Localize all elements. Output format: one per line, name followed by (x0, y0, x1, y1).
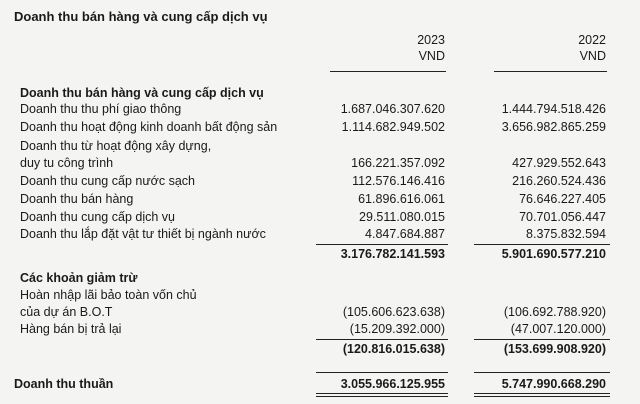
row-label-services: Doanh thu cung cấp dịch vụ (20, 210, 175, 224)
row-value-2022-real-estate: 3.656.982.865.259 (501, 120, 606, 134)
row-value-2023-bot: (105.606.623.638) (342, 305, 445, 319)
row-value-2022-construction: 427.929.552.643 (512, 156, 606, 170)
row-value-2022-services: 70.701.056.447 (519, 210, 606, 224)
row-value-2022-toll: 1.444.794.518.426 (501, 102, 606, 116)
row-value-2023-water-equipment: 4.847.684.887 (365, 227, 445, 241)
row-value-2023-real-estate: 1.114.682.949.502 (341, 120, 445, 134)
row-label-bot-line1: Hoàn nhập lãi bảo toàn vốn chủ (20, 288, 197, 302)
row-label-construction-line2: duy tu công trình (20, 156, 114, 170)
subtotal-2023-revenue: 3.176.782.141.593 (340, 247, 445, 261)
column-header-2022-year: 2022 (578, 33, 606, 47)
subtotal-rule-2022 (474, 244, 610, 245)
net-revenue-2023: 3.055.966.125.955 (340, 377, 445, 391)
column-header-2023-year: 2023 (417, 33, 445, 47)
header-rule-2023 (330, 71, 446, 72)
net-rule-bottom1-2023 (316, 393, 448, 394)
row-value-2022-water-equipment: 8.375.832.594 (526, 227, 606, 241)
subtotal-rule-2023 (316, 244, 448, 245)
row-value-2023-toll: 1.687.046.307.620 (340, 102, 445, 116)
net-rule-bottom1-2022 (474, 393, 610, 394)
subtotal-2022-deductions: (153.699.908.920) (503, 342, 606, 356)
row-label-water-equipment: Doanh thu lắp đặt vật tư thiết bị ngành nước (20, 227, 266, 241)
header-rule-2022 (494, 71, 607, 72)
page-title: Doanh thu bán hàng và cung cấp dịch vụ (14, 9, 268, 24)
column-header-2022-unit: VND (579, 49, 606, 63)
row-value-2022-bot: (106.692.788.920) (503, 305, 606, 319)
row-label-toll: Doanh thu thu phí giao thông (20, 102, 182, 116)
row-label-clean-water: Doanh thu cung cấp nước sạch (20, 174, 196, 188)
row-value-2023-returns: (15.209.392.000) (349, 322, 445, 336)
row-value-2023-services: 29.511.080.015 (359, 210, 445, 224)
row-label-construction-line1: Doanh thu từ hoạt động xây dựng, (20, 139, 212, 153)
row-label-returns: Hàng bán bị trả lại (20, 322, 122, 336)
net-revenue-label: Doanh thu thuần (14, 377, 114, 391)
row-value-2023-clean-water: 112.576.146.416 (352, 174, 445, 188)
deductions-rule-2023 (316, 339, 448, 340)
row-value-2022-clean-water: 216.260.524.436 (512, 174, 606, 188)
deductions-rule-2022 (474, 339, 610, 340)
net-rule-top-2023 (316, 372, 448, 373)
subtotal-2022-revenue: 5.901.690.577.210 (501, 247, 606, 261)
row-value-2022-sales: 76.646.227.405 (519, 192, 606, 206)
net-rule-bottom2-2023 (316, 396, 448, 397)
net-rule-top-2022 (474, 372, 610, 373)
section-heading-deductions: Các khoản giảm trừ (20, 271, 138, 285)
section-heading-revenue: Doanh thu bán hàng và cung cấp dịch vụ (20, 86, 264, 100)
row-value-2023-construction: 166.221.357.092 (351, 156, 445, 170)
row-value-2023-sales: 61.896.616.061 (358, 192, 445, 206)
net-revenue-2022: 5.747.990.668.290 (501, 377, 606, 391)
row-value-2022-returns: (47.007.120.000) (510, 322, 606, 336)
row-label-bot-line2: của dự án B.O.T (20, 305, 113, 319)
row-label-real-estate: Doanh thu hoạt động kinh doanh bất động sản (20, 120, 278, 134)
subtotal-2023-deductions: (120.816.015.638) (342, 342, 445, 356)
row-label-sales: Doanh thu bán hàng (20, 192, 134, 206)
column-header-2023-unit: VND (418, 49, 445, 63)
net-rule-bottom2-2022 (474, 396, 610, 397)
